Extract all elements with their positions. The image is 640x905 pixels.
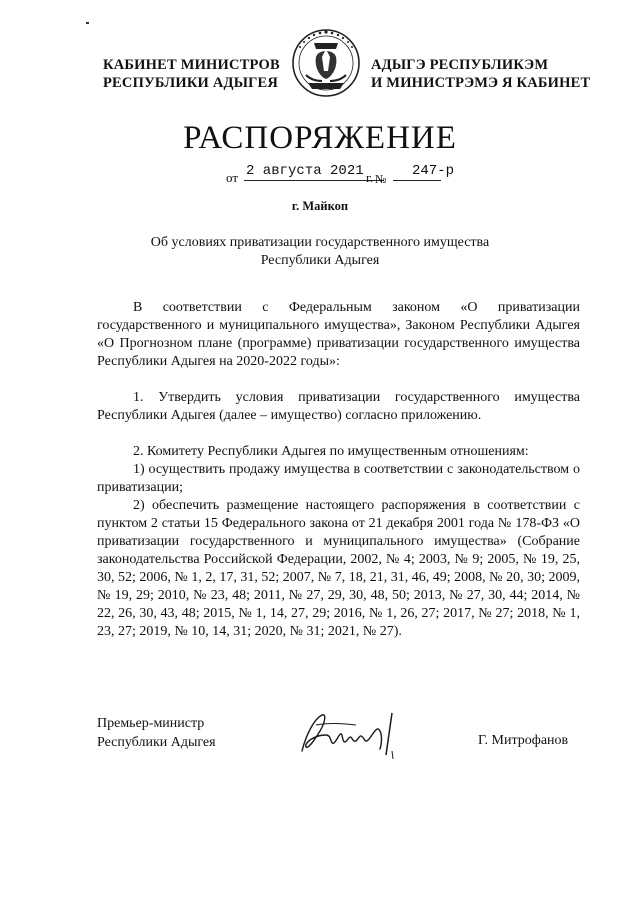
document-type-title: РАСПОРЯЖЕНИЕ	[183, 120, 457, 156]
document-subject	[0, 234, 640, 270]
header-right-line-2: И МИНИСТРЭМЭ Я КАБИНЕТ	[371, 75, 591, 91]
handwritten-signature	[296, 705, 406, 763]
document-date: 2 августа 2021	[246, 163, 364, 179]
signer-position	[97, 714, 216, 752]
signer-position-line-2: Республики Адыгея	[97, 735, 216, 750]
subject-line-2: Республики Адыгея	[260, 253, 380, 268]
number-sign: №	[375, 172, 387, 186]
year-suffix: г.	[366, 170, 374, 185]
item-2-paragraph: 2. Комитету Республики Адыгея по имущественным отношениям:	[133, 444, 529, 459]
preamble-paragraph: В соответствии с Федеральным законом «О приватизации государственного и муниципального имущества», Законом Республики Адыгея «О Прогнозном плане (программе) приватизации государственного имущества Республики Адыгея на 2020-2022 годы»:	[97, 300, 580, 369]
date-number-line	[226, 161, 466, 187]
item-1-paragraph: 1. Утвердить условия приватизации государственного имущества Республики Адыгея (далее – имущество) согласно приложению.	[97, 390, 580, 423]
item-2-2-paragraph: 2) обеспечить размещение настоящего распоряжения в соответствии с пунктом 2 статьи 15 Федерального закона от 21 декабря 2001 года № 178-ФЗ «О приватизации государственного и муниципального имущества» (Собрание законодательства Российской Федерации, 2002, № 4; 2003, № 9; 2005, № 19, 25, 30, 52; 2006, № 1, 2, 17, 31, 52; 2007, № 7, 18, 21, 31, 46, 49; 2008, № 20, 30; 2009, № 19, 29; 2010, № 23, 48; 2011, № 27, 29, 30, 48, 50; 2013, № 27, 30, 44; 2014, № 22, 26, 30, 43, 48; 2015, № 1, 14, 27, 29; 2016, № 1, 26, 27; 2017, № 27; 2018, № 1, 23, 27; 2019, № 10, 14, 31; 2020, № 31; 2021, № 27).	[97, 498, 580, 639]
header-left	[103, 56, 280, 92]
date-underline	[244, 180, 384, 181]
header-right-line-1: АДЫГЭ РЕСПУБЛИКЭМ	[371, 57, 549, 73]
number-underline	[393, 180, 441, 181]
document-number: 247-р	[412, 163, 455, 179]
header-left-line-1: КАБИНЕТ МИНИСТРОВ	[103, 57, 280, 73]
date-prefix: от	[226, 170, 239, 185]
coat-of-arms-emblem	[286, 27, 366, 101]
signer-position-line-1: Премьер-министр	[97, 716, 205, 731]
subject-line-1: Об условиях приватизации государственного имущества	[150, 235, 490, 250]
header-left-line-2: РЕСПУБЛИКИ АДЫГЕЯ	[103, 75, 279, 91]
city-name: г. Майкоп	[291, 199, 349, 213]
document-body	[97, 299, 580, 641]
item-2-1-paragraph: 1) осуществить продажу имущества в соответствии с законодательством о приватизации;	[97, 462, 580, 495]
scan-mark	[86, 22, 89, 24]
header-right	[371, 56, 590, 92]
signer-name: Г. Митрофанов	[478, 733, 569, 748]
